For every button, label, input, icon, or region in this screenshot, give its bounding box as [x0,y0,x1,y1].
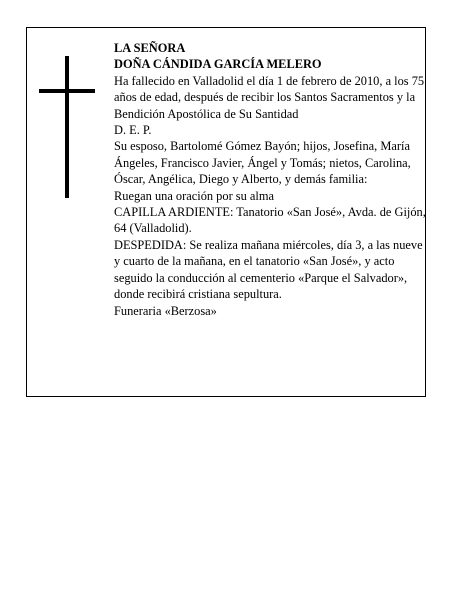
prayer-request: Ruegan una oración por su alma [114,188,274,203]
death-announcement: Ha fallecido en Valladolid el día 1 de febrero de 2010, a los 75 años de edad, después de recibir los Santos Sacramentos y la Bendición Apostólica de Su Santidad [114,73,425,121]
rip-abbreviation: D. E. P. [114,123,152,138]
family-list: Su esposo, Bartolomé Gómez Bayón; hijos, Josefina, María Ángeles, Francisco Javier, Ángel y Tomás; nietos, Carolina, Óscar, Angélica, Diego y Alberto, y demás familia: [114,139,411,187]
notice-title: LA SEÑORA [114,41,186,55]
funeral-home: Funeraria «Berzosa» [114,303,217,318]
cross-vertical-bar [65,56,69,198]
chapel-info: CAPILLA ARDIENTE: Tanatorio «San José», Avda. de Gijón, 64 (Valladolid). [114,205,426,236]
latin-cross-icon [39,56,95,198]
deceased-name: DOÑA CÁNDIDA GARCÍA MELERO [114,57,322,72]
cross-horizontal-bar [39,89,95,93]
farewell-info: DESPEDIDA: Se realiza mañana miércoles, día 3, a las nueve y cuarto de la mañana, en el tanatorio «San José», y acto seguido la conducción al cementerio «Parque el Salvador», donde recibirá cristiana sepultura. [114,237,423,302]
notice-body [114,40,426,319]
obituary-notice [26,27,426,397]
